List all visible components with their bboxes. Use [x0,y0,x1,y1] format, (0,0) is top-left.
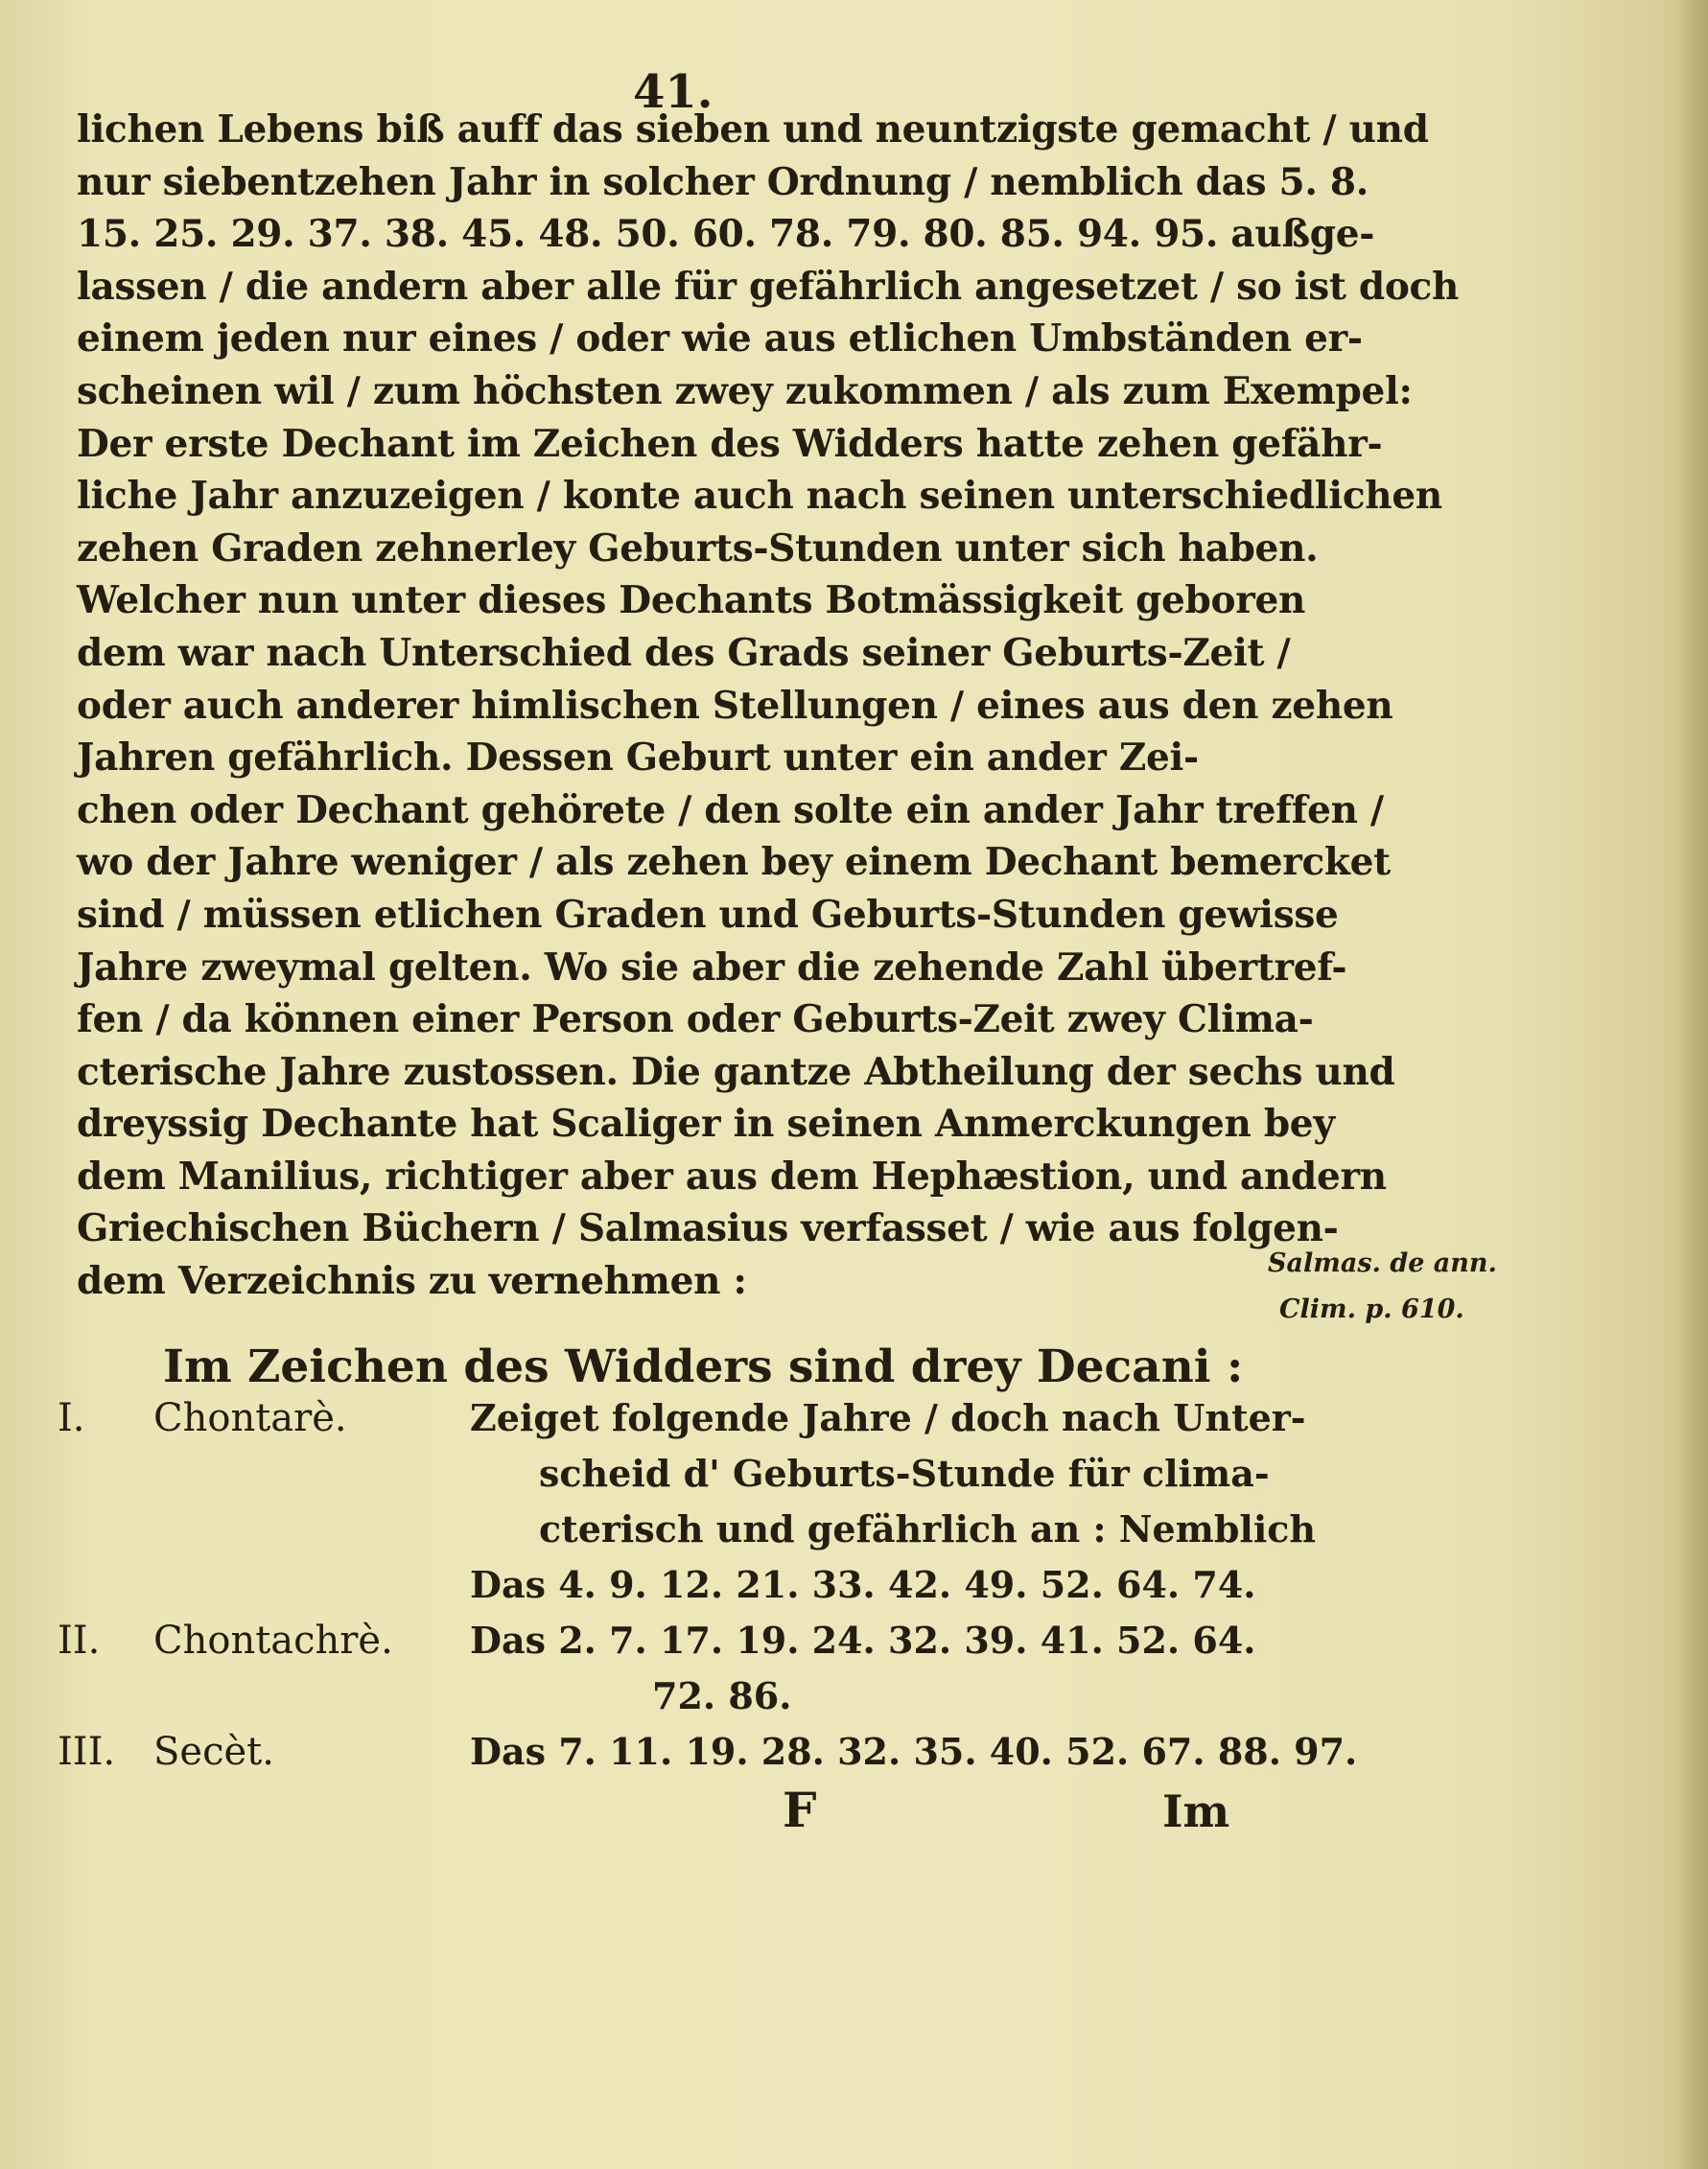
decan-line: Das 2. 7. 17. 19. 24. 32. 39. 41. 52. 64. [470,1619,1256,1662]
text-line: oder auch anderer himlischen Stellungen / eines aus den zehen [77,683,1393,728]
catchword: Im [1162,1785,1230,1837]
text-line: lichen Lebens biß auff das sieben und neuntzigste gemacht / und [77,107,1429,152]
decan-line: 72. 86. [652,1674,792,1717]
decan-numeral: III. [58,1730,116,1774]
text-line: 15. 25. 29. 37. 38. 45. 48. 50. 60. 78. 79. 80. 85. 94. 95. außge- [77,212,1375,257]
decan-row [58,1724,1358,1791]
text-line: cterische Jahre zustossen. Die gantze Abtheilung der sechs und [77,1049,1395,1094]
text-line: einem jeden nur eines / oder wie aus etlichen Umbständen er- [77,316,1363,362]
decan-numeral: II. [58,1619,101,1663]
text-line: fen / da können einer Person oder Geburts-Zeit zwey Clima- [77,997,1314,1042]
text-line: dreyssig Dechante hat Scaliger in seinen Anmerckungen bey [77,1102,1335,1147]
decan-line: Das 4. 9. 12. 21. 33. 42. 49. 52. 64. 74. [470,1563,1256,1606]
text-line: Griechischen Büchern / Salmasius verfasset / wie aus folgen- [77,1206,1339,1251]
decan-name: Secèt. [153,1730,274,1774]
text-line: Welcher nun unter dieses Dechants Botmässigkeit geboren [77,578,1306,623]
decan-line: Zeiget folgende Jahre / doch nach Unter- [470,1396,1306,1439]
marginal-note-line: Salmas. de ann. [1268,1248,1497,1278]
page-number: 41. [633,65,714,119]
signature-mark: F [783,1782,817,1838]
text-line: lassen / die andern aber alle für gefährlich angesetzet / so ist doch [77,264,1460,309]
text-line: sind / müssen etlichen Graden und Geburts-Stunden gewisse [77,892,1339,937]
text-line: dem war nach Unterschied des Grads seiner Geburts-Zeit / [77,630,1291,675]
text-line: zehen Graden zehnerley Geburts-Stunden unter sich haben. [77,525,1319,571]
text-line: chen oder Dechant gehörete / den solte ein ander Jahr treffen / [77,787,1384,832]
marginal-note [1268,1241,1556,1333]
decan-description [470,1390,1317,1613]
text-line: wo der Jahre weniger / als zehen bey einem Dechant bemercket [77,840,1391,885]
decan-name: Chontachrè. [153,1619,393,1663]
decan-line: Das 7. 11. 19. 28. 32. 35. 40. 52. 67. 88. 97. [470,1730,1358,1773]
text-line: nur siebentzehen Jahr in solcher Ordnung / nemblich das 5. 8. [77,159,1369,204]
section-heading: Im Zeichen des Widders sind drey Decani : [163,1341,1244,1393]
text-line: scheinen wil / zum höchsten zwey zukommen / als zum Exempel: [77,368,1413,413]
text-line: dem Verzeichnis zu vernehmen : [77,1259,747,1304]
decan-description [470,1724,1358,1780]
text-line: dem Manilius, richtiger aber aus dem Hephæstion, und andern [77,1154,1387,1199]
text-line: Der erste Dechant im Zeichen des Widders hatte zehen gefähr- [77,421,1383,466]
decan-row [58,1613,1285,1724]
text-line: Jahren gefährlich. Dessen Geburt unter ein ander Zei- [77,735,1199,781]
decan-line: cterisch und gefährlich an : Nemblich [539,1507,1317,1551]
decan-name: Chontarè. [153,1396,347,1440]
marginal-note-line: Clim. p. 610. [1279,1294,1464,1324]
text-line: Jahre zweymal gelten. Wo sie aber die zehende Zahl übertref- [77,945,1347,990]
decan-description [470,1613,1285,1724]
decan-table [58,1390,1358,1791]
decan-line: scheid d' Geburts-Stunde für clima- [539,1452,1270,1495]
text-line: liche Jahr anzuzeigen / konte auch nach seinen unterschiedlichen [77,474,1442,519]
decan-row [58,1390,1317,1613]
decan-numeral: I. [58,1396,85,1440]
